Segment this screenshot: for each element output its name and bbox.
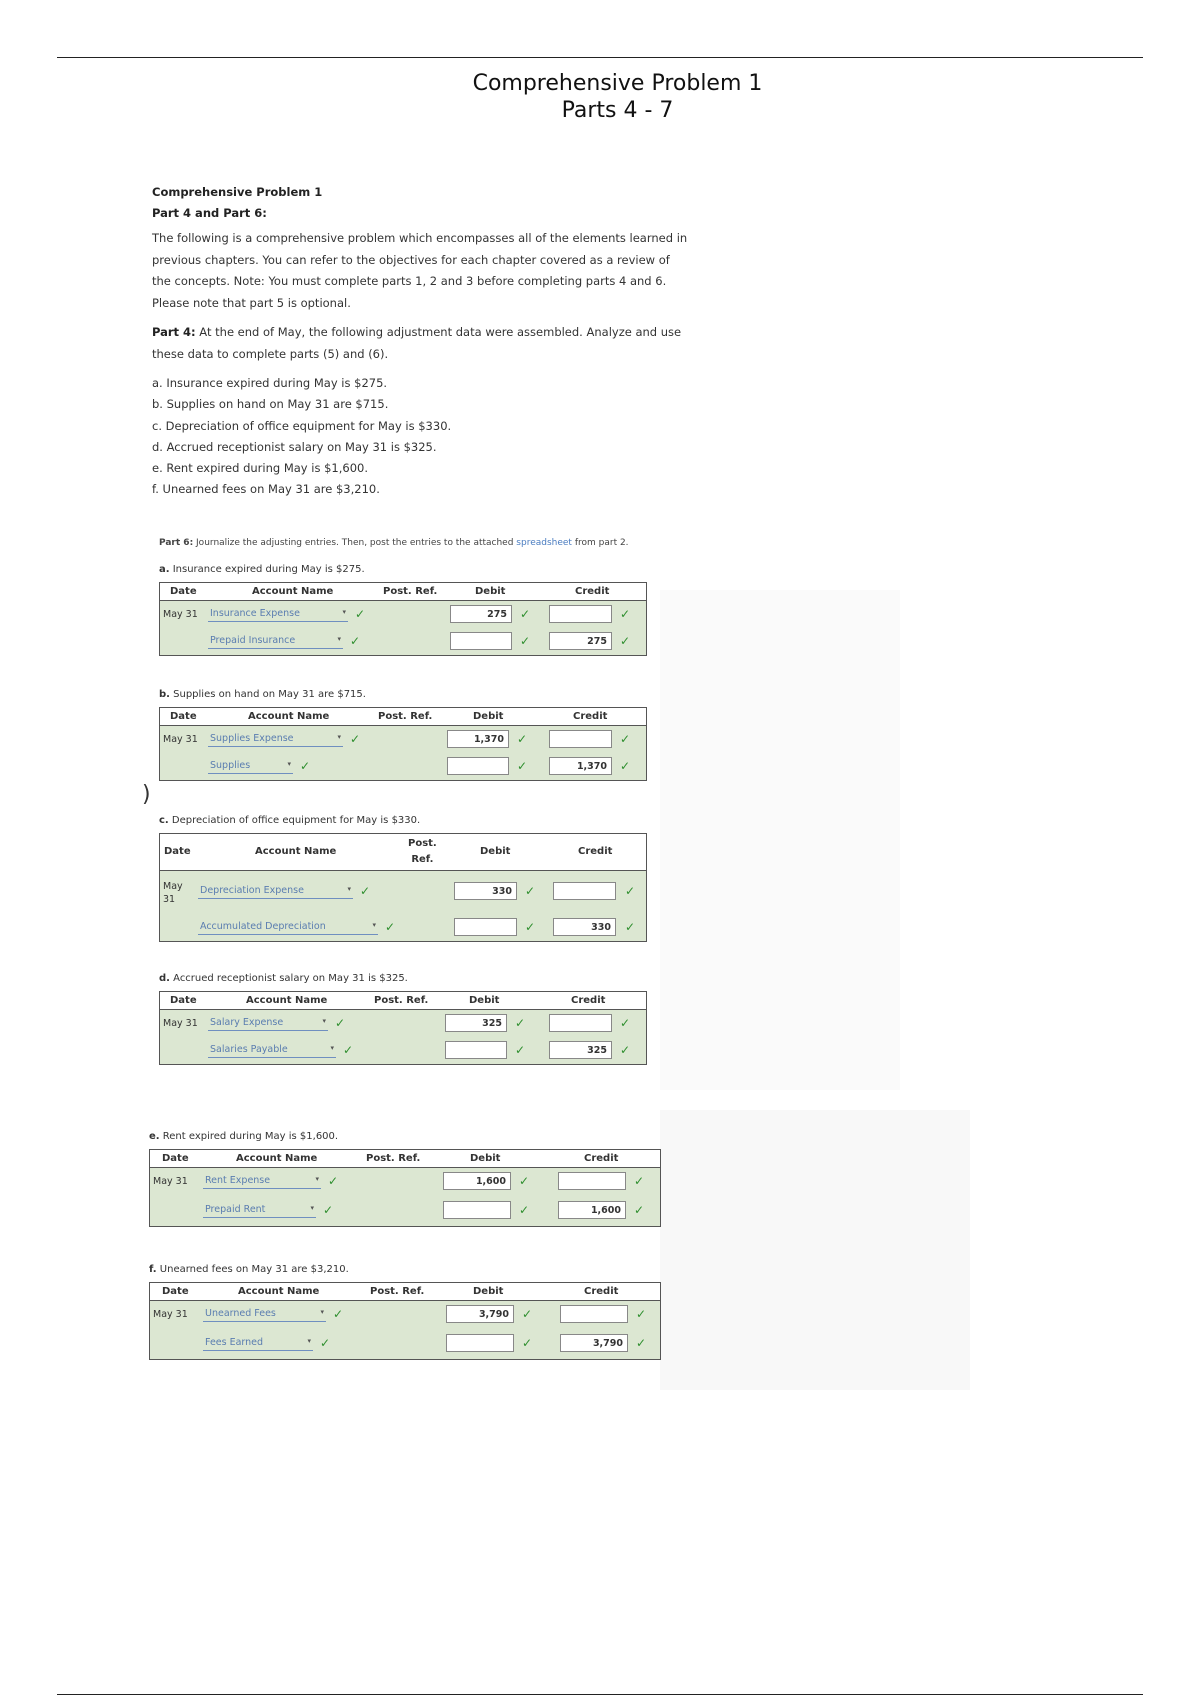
debit-input[interactable] — [447, 757, 509, 775]
title-line-1: Comprehensive Problem 1 — [472, 71, 763, 96]
header-credit: Credit — [578, 846, 613, 857]
account-dropdown[interactable]: Salary Expense ▾ — [208, 1017, 328, 1031]
debit-input[interactable] — [450, 632, 512, 650]
check-icon: ✓ — [323, 1203, 334, 1217]
table-header — [150, 1283, 660, 1301]
check-icon: ✓ — [620, 634, 631, 648]
header-credit: Credit — [575, 586, 610, 597]
entry-caption: e. Rent expired during May is $1,600. — [149, 1131, 339, 1142]
chevron-down-icon: ▾ — [337, 733, 341, 741]
table-row — [160, 914, 646, 941]
table-row — [160, 628, 646, 655]
stray-parenthesis: ) — [142, 782, 151, 807]
check-icon: ✓ — [360, 884, 371, 898]
header-date: Date — [170, 995, 197, 1006]
check-icon: ✓ — [636, 1307, 647, 1321]
journal-table — [159, 833, 647, 942]
header-credit: Credit — [584, 1286, 619, 1297]
header-credit: Credit — [573, 711, 608, 722]
chevron-down-icon: ▾ — [307, 1337, 311, 1345]
journal-table — [159, 707, 647, 781]
journal-entry-e — [149, 1131, 661, 1227]
adjustment-item: a. Insurance expired during May is $275. — [152, 376, 388, 390]
debit-input[interactable] — [454, 918, 517, 936]
account-dropdown[interactable]: Unearned Fees ▾ — [203, 1308, 326, 1322]
account-dropdown[interactable]: Insurance Expense ▾ — [208, 608, 348, 622]
spreadsheet-link[interactable]: spreadsheet — [516, 538, 572, 548]
journal-entry-c — [159, 815, 647, 942]
check-icon: ✓ — [525, 884, 536, 898]
adjustment-item: f. Unearned fees on May 31 are $3,210. — [152, 482, 380, 497]
table-header — [160, 708, 646, 726]
header-account: Account Name — [248, 711, 330, 722]
check-icon: ✓ — [335, 1016, 346, 1030]
check-icon: ✓ — [519, 1174, 530, 1188]
credit-input[interactable]: 330 — [553, 918, 616, 936]
entry-caption: f. Unearned fees on May 31 are $3,210. — [149, 1264, 349, 1275]
check-icon: ✓ — [634, 1174, 645, 1188]
table-row — [150, 1301, 660, 1330]
check-icon: ✓ — [620, 607, 631, 621]
header-account: Account Name — [252, 586, 334, 597]
check-icon: ✓ — [625, 920, 636, 934]
check-icon: ✓ — [525, 920, 536, 934]
header-date: Date — [164, 846, 191, 857]
header-account: Account Name — [238, 1286, 320, 1297]
account-dropdown[interactable]: Prepaid Insurance ▾ — [208, 635, 343, 649]
credit-input[interactable] — [549, 1014, 612, 1032]
header-postref: Post. Ref. — [383, 586, 438, 597]
part6-tail: from part 2. — [571, 538, 629, 548]
adjustment-list — [152, 373, 732, 501]
table-row — [150, 1168, 660, 1197]
check-icon: ✓ — [520, 634, 531, 648]
check-icon: ✓ — [620, 759, 631, 773]
entry-caption: a. Insurance expired during May is $275. — [159, 564, 365, 575]
journal-table — [159, 991, 647, 1065]
credit-input[interactable]: 325 — [549, 1041, 612, 1059]
header-date: Date — [162, 1153, 189, 1164]
header-postref: Post. Ref. — [370, 1286, 425, 1297]
table-row — [160, 871, 646, 914]
journal-table — [149, 1149, 661, 1227]
credit-input[interactable] — [553, 882, 616, 900]
check-icon: ✓ — [520, 607, 531, 621]
table-row — [150, 1197, 660, 1226]
header-debit: Debit — [469, 995, 500, 1006]
table-row — [160, 726, 646, 753]
header-postref: Post. Ref. — [366, 1153, 421, 1164]
account-dropdown[interactable]: Supplies Expense ▾ — [208, 733, 343, 747]
chevron-down-icon: ▾ — [330, 1044, 334, 1052]
table-header — [160, 992, 646, 1010]
chevron-down-icon: ▾ — [287, 760, 291, 768]
credit-input[interactable]: 1,370 — [549, 757, 612, 775]
credit-input[interactable]: 3,790 — [560, 1334, 628, 1352]
header-credit: Credit — [584, 1153, 619, 1164]
debit-input[interactable] — [445, 1041, 507, 1059]
background-shade — [660, 1110, 970, 1390]
header-postref: Post. Ref. — [378, 711, 433, 722]
chevron-down-icon: ▾ — [342, 608, 346, 616]
part4-text: these data to complete parts (5) and (6). — [152, 346, 389, 361]
check-icon: ✓ — [385, 920, 396, 934]
adjustment-item: e. Rent expired during May is $1,600. — [152, 461, 368, 476]
debit-input[interactable]: 1,370 — [447, 730, 509, 748]
entry-date: May 31 — [163, 609, 198, 620]
check-icon: ✓ — [300, 759, 311, 773]
check-icon: ✓ — [350, 634, 361, 648]
check-icon: ✓ — [343, 1043, 354, 1057]
account-dropdown[interactable]: Depreciation Expense ▾ — [198, 885, 353, 899]
account-dropdown[interactable]: Supplies ▾ — [208, 760, 293, 774]
table-header — [150, 1150, 660, 1168]
part4-label: Part 4: — [152, 325, 196, 339]
header-account: Account Name — [246, 995, 328, 1006]
problem-heading: Comprehensive Problem 1 — [152, 185, 323, 199]
header-debit: Debit — [470, 1153, 501, 1164]
entry-caption: b. Supplies on hand on May 31 are $715. — [159, 689, 366, 700]
header-postref: Post. Ref. — [374, 995, 429, 1006]
check-icon: ✓ — [515, 1016, 526, 1030]
entry-date: May 31 — [153, 1309, 188, 1320]
chevron-down-icon: ▾ — [347, 885, 351, 893]
part4-paragraph — [152, 322, 732, 365]
table-row — [160, 1037, 646, 1064]
problem-subheading: Part 4 and Part 6: — [152, 206, 267, 220]
header-date: Date — [170, 586, 197, 597]
credit-input[interactable] — [560, 1305, 628, 1323]
header-date: Date — [170, 711, 197, 722]
debit-input[interactable]: 330 — [454, 882, 517, 900]
intro-line: the concepts. Note: You must complete parts 1, 2 and 3 before completing parts 4 and 6. — [152, 274, 667, 288]
journal-entry-f — [149, 1264, 661, 1360]
intro-line: Please note that part 5 is optional. — [152, 295, 351, 310]
chevron-down-icon: ▾ — [320, 1308, 324, 1316]
adjustment-item: d. Accrued receptionist salary on May 31 is $325. — [152, 439, 437, 454]
entry-caption: c. Depreciation of office equipment for May is $330. — [159, 815, 421, 826]
part6-instructions — [159, 538, 629, 548]
chevron-down-icon: ▾ — [372, 921, 376, 929]
account-dropdown[interactable]: Salaries Payable ▾ — [208, 1044, 336, 1058]
table-row — [160, 1010, 646, 1037]
entry-caption: d. Accrued receptionist salary on May 31 is $325. — [159, 973, 408, 984]
check-icon: ✓ — [517, 732, 528, 746]
entry-date: May 31 — [163, 734, 198, 745]
check-icon: ✓ — [517, 759, 528, 773]
intro-line: The following is a comprehensive problem which encompasses all of the elements learned in — [152, 231, 688, 245]
credit-input[interactable] — [549, 730, 612, 748]
intro-line: previous chapters. You can refer to the objectives for each chapter covered as a review of — [152, 252, 670, 267]
chevron-down-icon: ▾ — [337, 635, 341, 643]
table-row — [160, 753, 646, 780]
header-postref: Post. Ref. — [408, 838, 437, 865]
check-icon: ✓ — [620, 732, 631, 746]
debit-input[interactable]: 275 — [450, 605, 512, 623]
part4-text: At the end of May, the following adjustment data were assembled. Analyze and use — [195, 325, 682, 339]
check-icon: ✓ — [519, 1203, 530, 1217]
debit-input[interactable]: 3,790 — [446, 1305, 514, 1323]
account-dropdown[interactable]: Rent Expense ▾ — [203, 1175, 321, 1189]
journal-entry-a — [159, 564, 647, 656]
entry-date: May 31 — [163, 881, 183, 905]
intro-paragraph — [152, 228, 732, 314]
check-icon: ✓ — [522, 1307, 533, 1321]
header-debit: Debit — [475, 586, 506, 597]
top-rule — [57, 57, 1143, 58]
chevron-down-icon: ▾ — [315, 1175, 319, 1183]
part6-label: Part 6: — [159, 538, 194, 548]
journal-entry-b — [159, 689, 647, 781]
journal-table — [159, 582, 647, 656]
header-account: Account Name — [255, 846, 337, 857]
check-icon: ✓ — [636, 1336, 647, 1350]
entry-date: May 31 — [153, 1176, 188, 1187]
debit-input[interactable]: 1,600 — [443, 1172, 511, 1190]
adjustment-item: c. Depreciation of office equipment for May is $330. — [152, 418, 452, 433]
bottom-rule — [57, 1694, 1143, 1695]
credit-input[interactable]: 1,600 — [558, 1201, 626, 1219]
background-shade — [660, 590, 900, 1090]
check-icon: ✓ — [620, 1016, 631, 1030]
table-row — [160, 601, 646, 628]
part6-text: Journalize the adjusting entries. Then, post the entries to the attached — [193, 538, 517, 548]
debit-input[interactable] — [446, 1334, 514, 1352]
credit-input[interactable] — [558, 1172, 626, 1190]
journal-table — [149, 1282, 661, 1360]
title-line-2: Parts 4 - 7 — [561, 98, 674, 123]
account-dropdown[interactable]: Fees Earned ▾ — [203, 1337, 313, 1351]
check-icon: ✓ — [634, 1203, 645, 1217]
chevron-down-icon: ▾ — [310, 1204, 314, 1212]
header-credit: Credit — [571, 995, 606, 1006]
check-icon: ✓ — [328, 1174, 339, 1188]
header-account: Account Name — [236, 1153, 318, 1164]
journal-entry-d — [159, 973, 647, 1065]
header-debit: Debit — [480, 846, 511, 857]
header-date: Date — [162, 1286, 189, 1297]
table-row — [150, 1330, 660, 1359]
problem-text — [152, 185, 732, 501]
check-icon: ✓ — [515, 1043, 526, 1057]
check-icon: ✓ — [625, 884, 636, 898]
check-icon: ✓ — [522, 1336, 533, 1350]
check-icon: ✓ — [333, 1307, 344, 1321]
credit-input[interactable]: 275 — [549, 632, 612, 650]
credit-input[interactable] — [549, 605, 612, 623]
check-icon: ✓ — [350, 732, 361, 746]
debit-input[interactable] — [443, 1201, 511, 1219]
adjustment-item: b. Supplies on hand on May 31 are $715. — [152, 397, 389, 412]
account-dropdown[interactable]: Accumulated Depreciation ▾ — [198, 921, 378, 935]
check-icon: ✓ — [620, 1043, 631, 1057]
header-debit: Debit — [473, 1286, 504, 1297]
account-dropdown[interactable]: Prepaid Rent ▾ — [203, 1204, 316, 1218]
table-header — [160, 834, 646, 871]
table-header — [160, 583, 646, 601]
entry-date: May 31 — [163, 1018, 198, 1029]
header-debit: Debit — [473, 711, 504, 722]
document-title — [0, 70, 1200, 124]
check-icon: ✓ — [320, 1336, 331, 1350]
debit-input[interactable]: 325 — [445, 1014, 507, 1032]
chevron-down-icon: ▾ — [322, 1017, 326, 1025]
check-icon: ✓ — [355, 607, 366, 621]
